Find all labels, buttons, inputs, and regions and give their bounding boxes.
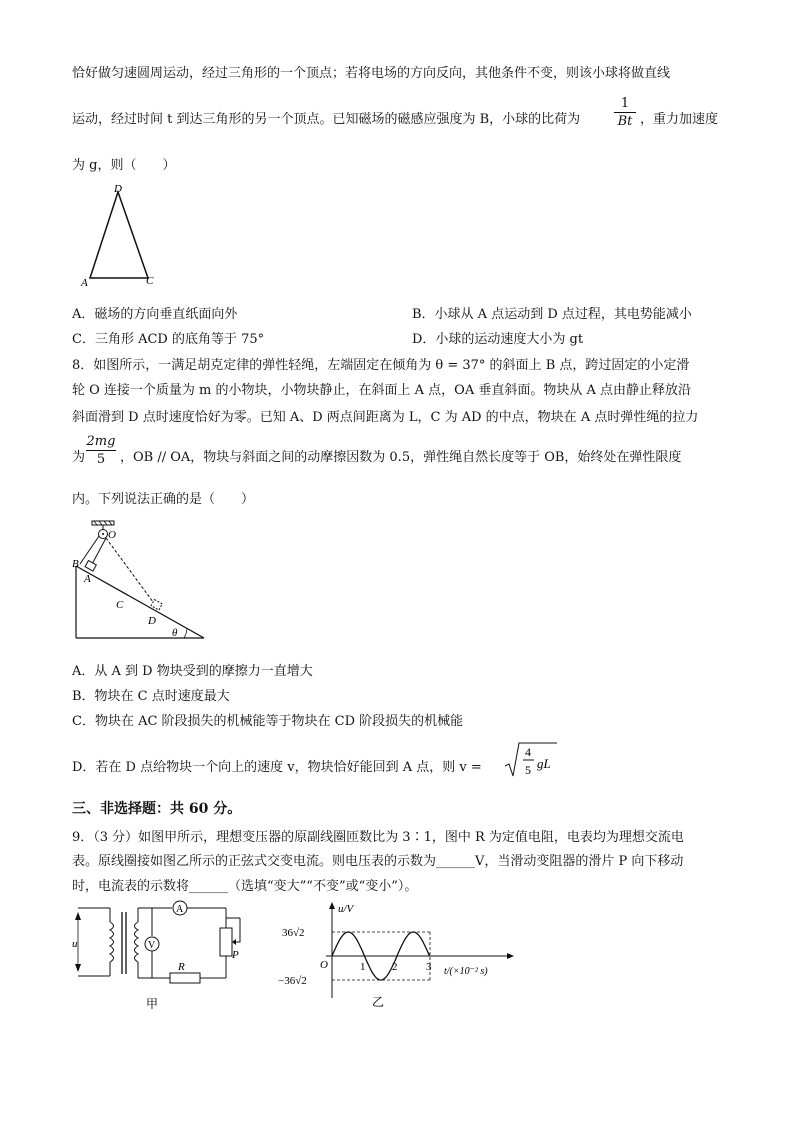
q8-line3: 斜面滑到 D 点时速度恰好为零。已知 A、D 两点间距离为 L，C 为 AD 的中点，物块在 A 点时弹性绳的拉力	[72, 410, 699, 425]
q7-line1: 恰好做匀速圆周运动，经过三角形的一个顶点；若将电场的方向反向，其他条件不变，则该小球将做直线	[72, 66, 671, 81]
label-o: O	[108, 529, 116, 541]
q8-frac-num: 2mg	[86, 434, 116, 449]
q8-option-c: C．物块在 AC 阶段损失的机械能等于物块在 CD 阶段损失的机械能	[72, 714, 464, 729]
x-axis-label: t/(×10⁻² s)	[444, 966, 488, 977]
label-a: A	[81, 277, 88, 289]
secondary-coil	[135, 922, 139, 962]
q9-line3: 时，电流表的示数将______（选填“变大”“不变”或“变小”）。	[72, 879, 418, 894]
resistor-r	[170, 973, 200, 983]
q7-fraction	[614, 96, 636, 129]
label-theta: θ	[172, 627, 178, 639]
origin-label: O	[320, 959, 328, 971]
incline-surface	[76, 566, 204, 638]
rope-ob	[80, 536, 99, 564]
q8-line4b: ，OB // OA，物块与斜面之间的动摩擦因数为 0.5，弹性绳自然长度等于 OB，始终处在弹性限度	[120, 450, 682, 465]
triangle-acd	[90, 192, 148, 278]
rheostat	[220, 928, 232, 956]
q7-option-b: B．小球从 A 点运动到 D 点过程，其电势能减小	[412, 307, 692, 322]
label-b: B	[72, 558, 79, 570]
q7-option-d: D．小球的运动速度大小为 gt	[412, 332, 584, 347]
caption-jia: 甲	[146, 997, 159, 1011]
q8-line1: 8．如图所示，一满足胡克定律的弹性轻绳，左端固定在倾角为 θ = 37° 的斜面上 B 点，跨过固定的小定滑	[72, 358, 690, 373]
tick-2: 2	[392, 961, 398, 973]
caption-yi: 乙	[372, 995, 385, 1009]
label-r: R	[178, 961, 185, 973]
q8-frac-den: 5	[96, 452, 106, 467]
block-d	[151, 600, 162, 610]
sine-graph-yi	[276, 898, 516, 1018]
q7-frac-num: 1	[620, 96, 630, 111]
sqrt-expression	[503, 740, 559, 782]
label-a: A	[84, 573, 91, 585]
q7-option-a: A．磁场的方向垂直纸面向外	[72, 307, 238, 322]
tick-1: 1	[360, 961, 366, 973]
q8-line5: 内。下列说法正确的是（ ）	[72, 492, 255, 507]
block-a	[85, 561, 96, 571]
q8-option-a: A．从 A 到 D 物块受到的摩擦力一直增大	[72, 664, 313, 679]
slider-p	[232, 918, 240, 942]
q8-option-b: B．物块在 C 点时速度最大	[72, 689, 230, 704]
q8-fraction	[86, 434, 116, 467]
incline-figure	[72, 518, 212, 644]
rope-od-dashed	[106, 538, 156, 606]
q7-line2b: ，重力加速度	[640, 112, 719, 127]
label-p: P	[232, 949, 239, 961]
label-c: C	[116, 599, 124, 611]
ymax-label: 36√2	[282, 927, 305, 939]
y-axis-label: u/V	[338, 903, 354, 915]
label-c: C	[146, 275, 154, 287]
q7-line2a: 运动，经过时间 t 到达三角形的另一个顶点。已知磁场的磁感应强度为 B，小球的比荷为	[72, 112, 581, 127]
q9-line2: 表。原线圈接如图乙所示的正弦式交变电流。则电压表的示数为______V，当滑动变阻器的滑片 P 向下移动	[72, 854, 684, 869]
tick-3: 3	[426, 961, 432, 973]
q8-line2: 轮 O 连接一个质量为 m 的小物块，小物块静止，在斜面上 A 点，OA 垂直斜面。物块从 A 点由静止释放沿	[72, 383, 691, 398]
triangle-figure	[78, 180, 168, 290]
circuit-figure-jia	[72, 898, 252, 1018]
q8-option-d: D．若在 D 点给物块一个向上的速度 v，物块恰好能回到 A 点，则 v =	[72, 760, 482, 775]
q7-frac-den: Bt	[617, 114, 633, 129]
ymin-label: −36√2	[278, 975, 307, 987]
q7-option-c: C．三角形 ACD 的底角等于 75°	[72, 332, 265, 347]
label-d: D	[148, 615, 156, 627]
q9-line1: 9．（3 分）如图甲所示，理想变压器的原副线圈匝数比为 3∶1，图中 R 为定值电阻，电表均为理想交流电	[72, 830, 684, 845]
primary-coil	[110, 922, 114, 962]
q8-line4a: 为	[72, 450, 86, 465]
sqrt-frac-den: 5	[525, 763, 531, 777]
section-heading: 三、非选择题：共 60 分。	[72, 801, 242, 817]
q7-line3: 为 g，则（ ）	[72, 158, 176, 173]
sqrt-tail: gL	[537, 756, 551, 771]
label-ammeter: A	[176, 904, 184, 915]
label-d: D	[114, 183, 122, 195]
sqrt-frac-num: 4	[525, 745, 531, 759]
label-voltmeter: V	[148, 940, 156, 951]
label-u: u	[72, 938, 78, 950]
